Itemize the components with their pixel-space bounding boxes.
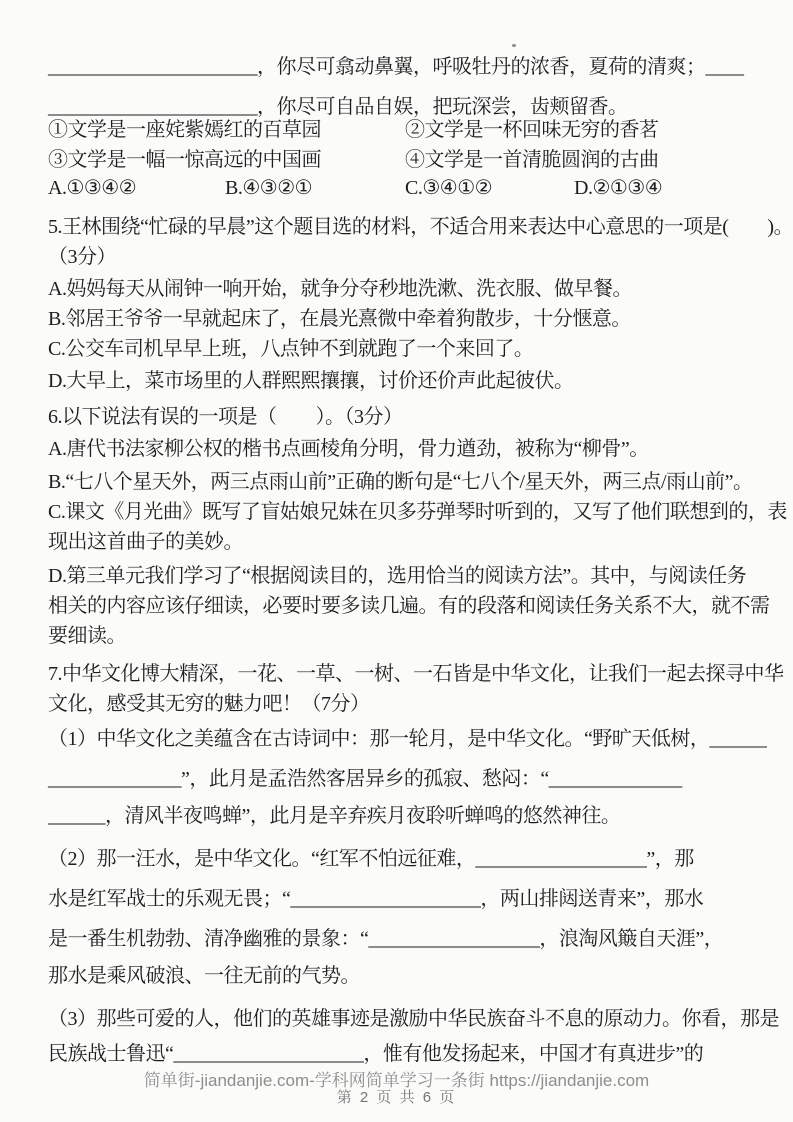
q5-option-d: D.大早上，菜市场里的人群熙熙攘攘，讨价还价声此起彼伏。 [48, 370, 574, 392]
q4-choice-c: C.③④①② [405, 177, 493, 199]
q5-option-c: C.公交车司机早早上班，八点钟不到就跑了一个来回了。 [48, 338, 534, 360]
q4-blank-line-1: ______________________，你尽可翕动鼻翼，呼吸牡丹的浓香，夏荷的清爽；____ [48, 56, 744, 78]
q5-stem: 5.王林围绕“忙碌的早晨”这个题目选的材料，不适合用来表达中心意思的一项是( )。 [48, 216, 793, 238]
q4-option-3: ③文学是一幅一惊高远的中国画 [48, 149, 321, 171]
q7-part3-line1: （3）那些可爱的人，他们的英雄事迹是激励中华民族奋斗不息的原动力。你看，那是 [48, 1008, 779, 1030]
q7-part2-line4: 那水是乘风破浪、一往无前的气势。 [48, 965, 360, 987]
q6-option-d-line2: 相关的内容应该仔细读，必要时要多读几遍。有的段落和阅读任务关系不大，就不需 [48, 595, 770, 617]
q4-option-4: ④文学是一首清脆圆润的古曲 [405, 149, 659, 171]
q5-option-b: B.邻居王爷爷一早就起床了，在晨光熹微中牵着狗散步，十分惬意。 [48, 308, 631, 330]
q4-choice-a: A.①③④② [48, 177, 137, 199]
q4-blank-line-2: ______________________，你尽可自品自娱，把玩深尝，齿颊留香。 [48, 96, 628, 118]
q7-part2-line2: 水是红军战士的乐观无畏；“____________________，两山排闼送青来”，那水 [48, 888, 704, 910]
q7-stem-line1: 7.中华文化博大精深，一花、一草、一树、一石皆是中华文化，让我们一起去探寻中华 [48, 663, 784, 685]
q7-part3-line2: 民族战士鲁迅“____________________，惟有他发扬起来，中国才有真进步”的 [48, 1043, 704, 1065]
q7-part1-line1: （1）中华文化之美蕴含在古诗词中：那一轮月，是中华文化。“野旷天低树，______ [48, 728, 767, 750]
q4-choice-b: B.④③②① [225, 177, 313, 199]
q6-option-c-line1: C.课文《月光曲》既写了盲姑娘兄妹在贝多芬弹琴时听到的，又写了他们联想到的，表 [48, 501, 787, 523]
q6-option-d-line1: D.第三单元我们学习了“根据阅读目的，选用恰当的阅读方法”。其中，与阅读任务 [48, 565, 747, 587]
q5-option-a: A.妈妈每天从闹钟一响开始，就争分夺秒地洗漱、洗衣服、做早餐。 [48, 278, 632, 300]
q4-option-1: ①文学是一座姹紫嫣红的百草园 [48, 119, 321, 141]
q6-option-b: B.“七八个星天外，两三点雨山前”正确的断句是“七八个/星天外，两三点/雨山前”。 [48, 471, 753, 493]
q4-option-2: ②文学是一杯回味无穷的香茗 [405, 119, 659, 141]
scan-artifact-dot [512, 44, 516, 47]
q6-stem: 6.以下说法有误的一项是（ ）。（3分） [48, 406, 403, 428]
q6-option-a: A.唐代书法家柳公权的楷书点画棱角分明，骨力遒劲，被称为“柳骨”。 [48, 438, 649, 460]
q7-part1-line3: ______，清风半夜鸣蝉”，此月是辛弃疾月夜聆听蝉鸣的悠然神往。 [48, 805, 621, 827]
q5-score: （3分） [48, 246, 116, 268]
footer-watermark: 简单街-jiandanjie.com-学科网简单学习一条街 https://jiandanjie.com [143, 1071, 650, 1090]
q7-stem-line2: 文化，感受其无穷的魅力吧！（7分） [48, 693, 370, 715]
footer-page-number: 第 2 页 共 6 页 [336, 1089, 457, 1106]
q4-choice-d: D.②①③④ [574, 177, 663, 199]
q6-option-d-line3: 要细读。 [48, 625, 126, 647]
q7-part2-line1: （2）那一汪水，是中华文化。“红军不怕远征难，__________________”，那 [48, 848, 694, 870]
q7-part1-line2: ______________”，此月是孟浩然客居异乡的孤寂、愁闷：“______________ [48, 768, 682, 790]
q6-option-c-line2: 现出这首曲子的美妙。 [48, 531, 243, 553]
q7-part2-line3: 是一番生机勃勃、清净幽雅的景象：“__________________，浪淘风簸自天涯”， [48, 928, 724, 950]
